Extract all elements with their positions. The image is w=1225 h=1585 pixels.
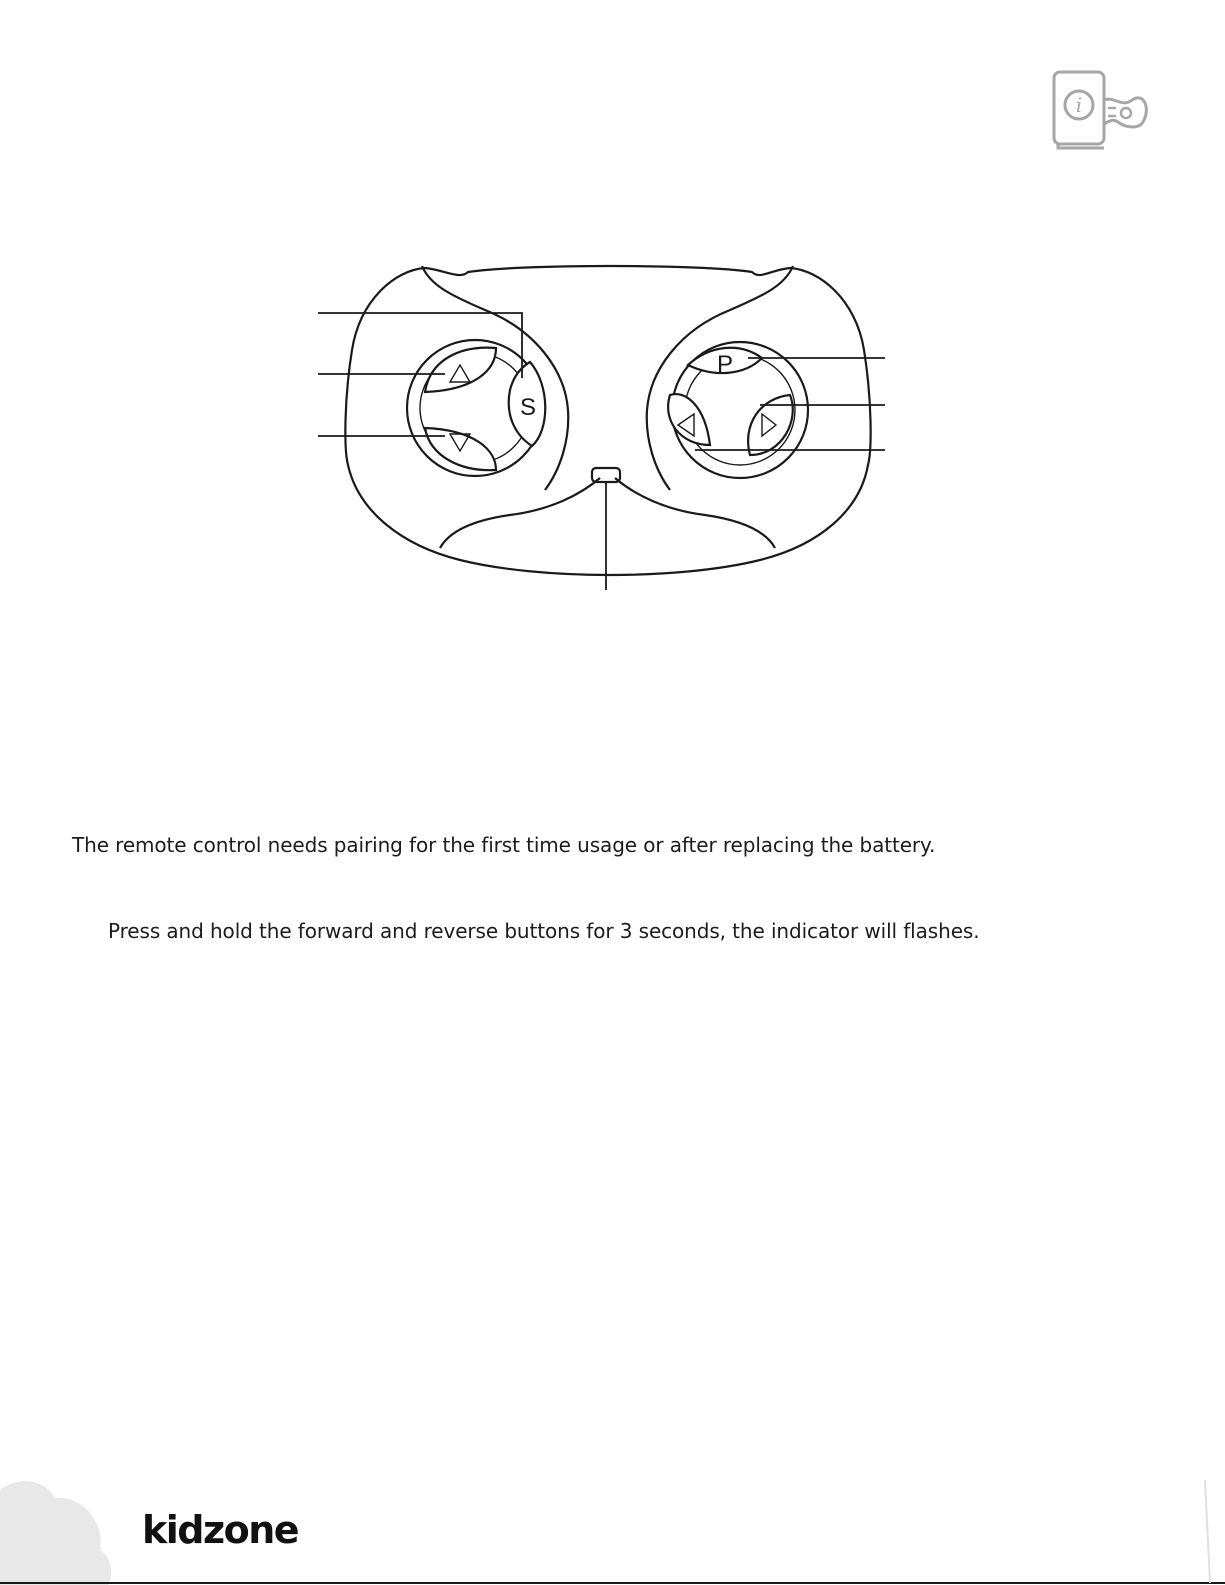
speed-button-label: S (519, 394, 537, 421)
remote-control-diagram (300, 250, 920, 600)
left-button[interactable] (668, 394, 710, 445)
park-button-label: P (716, 351, 734, 378)
kidzone-logo: kidzone (142, 1508, 299, 1552)
pairing-intro-text: The remote control needs pairing for the first time usage or after replacing the battery. (72, 833, 936, 857)
right-button[interactable] (748, 395, 793, 455)
forward-button[interactable] (425, 348, 496, 392)
info-manual-remote-icon (1052, 70, 1152, 152)
svg-text:i: i (1075, 93, 1083, 117)
pairing-step-text: Press and hold the forward and reverse buttons for 3 seconds, the indicator will flashes. (108, 919, 980, 943)
callout-lines (318, 313, 885, 590)
